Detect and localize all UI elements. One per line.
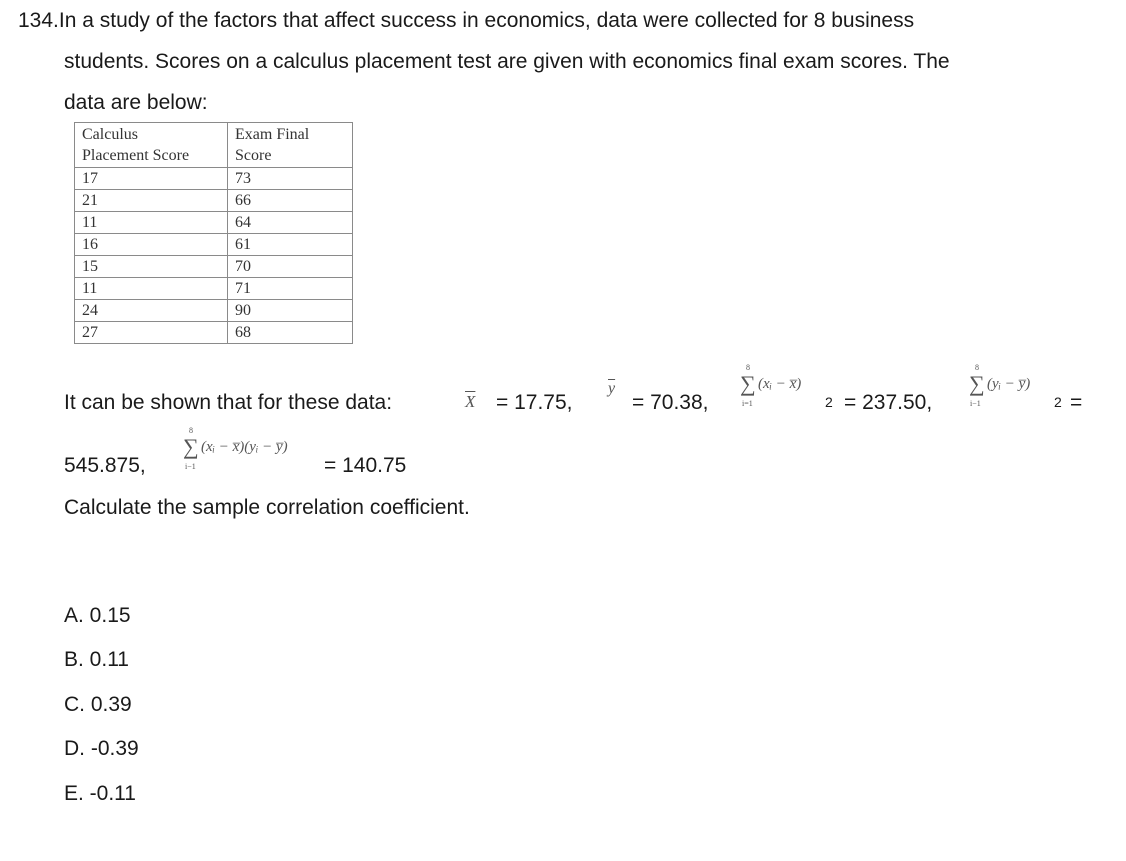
sum-upper-syy: 8 — [975, 363, 979, 372]
table-row: 17 73 — [75, 168, 353, 190]
table-row: 15 70 — [75, 256, 353, 278]
sum-upper-sxx: 8 — [746, 363, 750, 372]
question-number: 134. — [18, 9, 59, 32]
sxx-exponent: 2 — [825, 394, 833, 410]
sxy-expression: (xᵢ − x̅)(yᵢ − y̅) — [201, 439, 288, 455]
question-prompt: Calculate the sample correlation coefficient. — [64, 496, 470, 519]
table-row: 27 68 — [75, 322, 353, 344]
data-table — [74, 122, 353, 344]
syy-equals: = — [1070, 391, 1083, 414]
xbar-symbol: $\overline{X}$ — [465, 392, 476, 411]
choice-d[interactable]: D. -0.39 — [64, 737, 139, 760]
sxy-value: = 140.75 — [324, 454, 407, 477]
table-row: 16 61 — [75, 234, 353, 256]
question-text — [18, 0, 1113, 123]
sxx-value: = 237.50, — [844, 391, 933, 414]
choice-a[interactable]: A. 0.15 — [64, 604, 131, 627]
syy-exponent: 2 — [1054, 394, 1062, 410]
ybar-value: = 70.38, — [632, 391, 709, 414]
table-row: 11 64 — [75, 212, 353, 234]
syy-value: 545.875, — [64, 454, 146, 477]
sigma-icon: ∑ — [740, 371, 756, 396]
xbar-value: = 17.75, — [496, 391, 573, 414]
sum-lower-syy: i−1 — [970, 399, 981, 408]
table-row: 24 90 — [75, 300, 353, 322]
choice-e[interactable]: E. -0.11 — [64, 782, 136, 805]
sigma-icon: ∑ — [969, 371, 985, 396]
question-line-1: 134.In a study of the factors that affect success in economics, data were collected for 8 business — [18, 0, 1113, 41]
choice-c[interactable]: C. 0.39 — [64, 693, 132, 716]
sigma-icon: ∑ — [183, 434, 199, 459]
header-calculus: Calculus Placement Score — [75, 123, 228, 168]
table-header-row — [75, 123, 353, 168]
sxx-expression: (xᵢ − x̅) — [758, 376, 802, 392]
syy-expression: (yᵢ − y̅) — [987, 376, 1031, 392]
table-row: 11 71 — [75, 278, 353, 300]
question-line-2: students. Scores on a calculus placement test are given with economics final exam scores. The — [64, 50, 950, 73]
ybar-symbol: $\overline{y}$ — [608, 380, 616, 397]
stats-intro: It can be shown that for these data: — [64, 391, 393, 414]
sum-lower-sxy: i−1 — [185, 462, 196, 471]
sum-lower-sxx: i=1 — [742, 399, 753, 408]
header-exam: Exam Final Score — [228, 123, 353, 168]
table-row: 21 66 — [75, 190, 353, 212]
sum-upper-sxy: 8 — [189, 426, 193, 435]
question-line-3: data are below: — [64, 91, 208, 114]
choice-b[interactable]: B. 0.11 — [64, 648, 129, 671]
